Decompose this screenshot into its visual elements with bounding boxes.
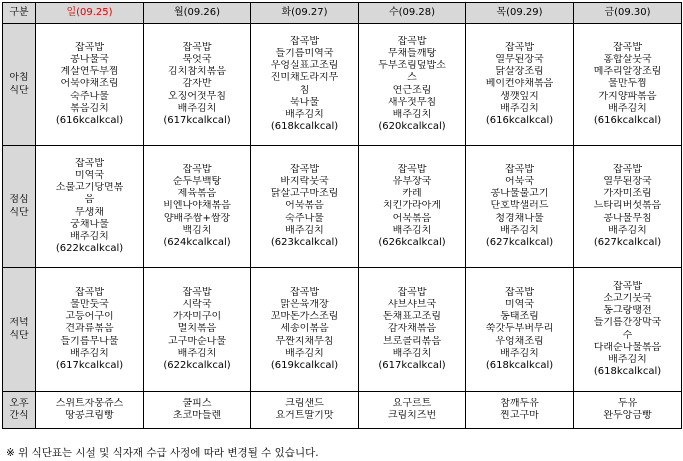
menu-item: 어묵볶음 xyxy=(392,212,432,224)
row-label-line: 오후 xyxy=(9,397,29,409)
menu-item: 감자반 xyxy=(182,78,212,90)
menu-item: 청경채나물 xyxy=(495,212,544,224)
menu-item: (622kcalkcal) xyxy=(55,243,124,255)
menu-item: 가자미조림 xyxy=(603,188,652,200)
menu-cell xyxy=(574,146,682,268)
menu-item: 크림치즈번 xyxy=(387,410,437,421)
menu-cell xyxy=(251,24,359,146)
menu-item: 열무된장국 xyxy=(495,53,544,65)
row-label-snack xyxy=(3,392,36,429)
menu-item: 콩나물국 xyxy=(70,53,109,65)
menu-cell xyxy=(144,24,251,146)
menu-item: 동그랑땡전 xyxy=(603,305,652,317)
menu-item: 배추김치 xyxy=(285,108,324,120)
menu-item: 미역국 xyxy=(505,298,534,310)
menu-item: 배추김치 xyxy=(500,102,539,114)
menu-item: 크림샌드 xyxy=(285,397,324,409)
row-label-breakfast xyxy=(3,24,36,146)
menu-row-dinner xyxy=(3,268,682,392)
menu-item: 감자채볶음 xyxy=(387,323,437,335)
menu-item: 배추김치 xyxy=(392,108,432,120)
header-day-tuesday: 화(09.27) xyxy=(251,3,359,24)
menu-item: 미역국 xyxy=(75,169,104,181)
menu-item: 잡곡밥 xyxy=(505,41,534,53)
row-label-line: 아침 xyxy=(9,72,29,84)
menu-item: 소불고기당면볶 xyxy=(55,182,124,194)
menu-cell xyxy=(574,392,682,429)
menu-item: (616kcalkcal) xyxy=(55,115,124,126)
menu-item: 세송이볶음 xyxy=(280,323,329,335)
menu-item: 콩나물불고기 xyxy=(490,188,549,200)
menu-item: 스위트자몽쥬스 xyxy=(55,397,124,409)
menu-item: 들기름무나물 xyxy=(60,335,119,347)
menu-cell xyxy=(251,392,359,429)
menu-item: 잡곡밥 xyxy=(397,163,427,175)
menu-cell xyxy=(574,24,682,146)
menu-item: (616kcalkcal) xyxy=(485,115,554,126)
menu-item: 잡곡밥 xyxy=(505,286,534,298)
menu-cell xyxy=(466,268,574,392)
menu-item: 수 xyxy=(622,329,633,341)
menu-item: (627kcalkcal) xyxy=(485,237,554,248)
menu-item: 소고기뭇국 xyxy=(603,292,652,304)
menu-item: (624kcalkcal) xyxy=(163,237,231,248)
menu-item: 물만두찜 xyxy=(608,78,647,90)
header-day-wednesday: 수(09.28) xyxy=(359,3,466,24)
menu-item: (622kcalkcal) xyxy=(163,360,231,371)
menu-item: 홍합살뭇국 xyxy=(603,53,652,65)
menu-item: (623kcalkcal) xyxy=(270,237,339,248)
row-label-lunch xyxy=(3,146,36,268)
menu-cell xyxy=(574,268,682,392)
menu-item: 메추리알장조림 xyxy=(593,66,662,78)
menu-item: (618kcalkcal) xyxy=(485,360,554,371)
menu-item: 잡곡밥 xyxy=(397,35,427,47)
menu-cell xyxy=(359,24,466,146)
menu-item: 침 xyxy=(299,84,310,96)
menu-item: 잡곡밥 xyxy=(75,41,104,53)
menu-item: 어묵야채조림 xyxy=(60,78,119,90)
menu-item: 단호박샐러드 xyxy=(490,200,549,212)
menu-cell xyxy=(359,146,466,268)
menu-item: 잡곡밥 xyxy=(397,286,427,298)
menu-item: 무짠지채무침 xyxy=(275,335,334,347)
menu-item: 바지락뭇국 xyxy=(280,175,329,187)
menu-item: 볶음김치 xyxy=(70,102,109,114)
menu-item: 완두앙금빵 xyxy=(603,410,652,421)
menu-item: 어묵국 xyxy=(505,175,534,187)
menu-item: (616kcalkcal) xyxy=(593,115,662,126)
menu-item: 어묵볶음 xyxy=(285,200,324,212)
menu-item: 잡곡밥 xyxy=(182,41,212,53)
menu-item: 배추김치 xyxy=(392,347,432,359)
menu-item: 맑은육개장 xyxy=(280,298,329,310)
menu-item: 잡곡밥 xyxy=(613,163,642,175)
menu-item: 콩나물무침 xyxy=(603,212,652,224)
menu-cell xyxy=(359,392,466,429)
menu-row-breakfast xyxy=(3,24,682,146)
menu-item: 가지양파볶음 xyxy=(598,90,657,102)
menu-item: 들기름간장막국 xyxy=(593,317,662,329)
menu-item: (618kcalkcal) xyxy=(270,121,339,133)
menu-cell xyxy=(36,268,144,392)
row-label-line: 식단 xyxy=(9,206,29,218)
menu-item: 느타리버섯볶음 xyxy=(593,200,662,212)
menu-cell xyxy=(466,24,574,146)
menu-item: 배추김치 xyxy=(70,230,109,242)
menu-item: (617kcalkcal) xyxy=(163,115,231,126)
header-day-thursday: 목(09.29) xyxy=(466,3,574,24)
menu-item: 백김치 xyxy=(182,224,212,236)
menu-item: 배추김치 xyxy=(608,224,647,236)
header-day-monday: 월(09.26) xyxy=(144,3,251,24)
menu-item: 유부장국 xyxy=(392,175,432,187)
menu-item: 김치참치볶음 xyxy=(168,66,226,78)
menu-item: 새우젓무침 xyxy=(387,96,437,108)
menu-item: 배추김치 xyxy=(177,347,217,359)
footnote: ※ 위 식단표는 시설 및 식자재 수급 사정에 따라 변경될 수 있습니다. xyxy=(6,447,319,459)
menu-cell xyxy=(251,268,359,392)
menu-item: 궁채나물 xyxy=(70,218,109,230)
menu-item: 잡곡밥 xyxy=(290,286,319,298)
menu-item: 잡곡밥 xyxy=(290,163,319,175)
meal-plan-table xyxy=(2,2,682,429)
menu-item: 배추김치 xyxy=(608,102,647,114)
menu-item: 배추김치 xyxy=(500,347,539,359)
menu-item: 브로콜리볶음 xyxy=(383,335,441,347)
header-corner: 구분 xyxy=(3,3,36,24)
menu-item: 초코마들렌 xyxy=(172,410,222,421)
menu-cell xyxy=(36,146,144,268)
menu-item: 배추김치 xyxy=(285,224,324,236)
menu-item: (617kcalkcal) xyxy=(378,360,446,371)
menu-item: (619kcalkcal) xyxy=(270,360,339,371)
menu-item: 카레 xyxy=(402,188,422,200)
menu-cell xyxy=(144,392,251,429)
menu-item: 잡곡밥 xyxy=(182,286,212,298)
menu-item: 무채들깨탕 xyxy=(387,47,437,59)
row-label-line: 점심 xyxy=(9,194,29,206)
menu-item: 제육볶음 xyxy=(177,188,217,200)
menu-item: 치킨가라아게 xyxy=(383,200,441,212)
menu-item: 땅콩크림빵 xyxy=(65,410,114,421)
menu-item: 스 xyxy=(407,72,417,84)
menu-cell xyxy=(466,392,574,429)
menu-item: 꼬마돈가스조림 xyxy=(270,311,339,323)
menu-item: 다래순나물볶음 xyxy=(593,341,662,353)
header-day-sunday: 일(09.25) xyxy=(36,3,144,24)
menu-item: 두유 xyxy=(617,397,638,409)
menu-item: 묵나물 xyxy=(290,96,319,108)
menu-item: 음 xyxy=(84,194,95,206)
menu-item: (617kcalkcal) xyxy=(55,360,124,371)
menu-item: 계살연두부찜 xyxy=(60,66,119,78)
menu-item: 연근조림 xyxy=(392,84,432,96)
menu-item: 열무된장국 xyxy=(603,175,652,187)
menu-item: 무생채 xyxy=(75,206,104,218)
menu-cell xyxy=(144,146,251,268)
menu-item: 베이컨야채볶음 xyxy=(485,78,554,90)
menu-item: 배추김치 xyxy=(177,102,217,114)
menu-row-snack xyxy=(3,392,682,429)
row-label-dinner xyxy=(3,268,36,392)
menu-item: 요구르트 xyxy=(392,397,432,409)
menu-cell xyxy=(251,146,359,268)
menu-item: 배추김치 xyxy=(500,224,539,236)
menu-item: 가자미구이 xyxy=(172,311,222,323)
row-label-line: 식단 xyxy=(9,84,29,96)
menu-item: 배추김치 xyxy=(392,224,432,236)
menu-item: 배추김치 xyxy=(285,347,324,359)
menu-item: 숙주나물 xyxy=(285,212,324,224)
menu-row-lunch xyxy=(3,146,682,268)
row-label-line: 간식 xyxy=(9,410,29,421)
menu-cell xyxy=(466,146,574,268)
header-day-friday: 금(09.30) xyxy=(574,3,682,24)
menu-item: 잡곡밥 xyxy=(290,35,319,47)
menu-item: 숙주나물 xyxy=(70,90,109,102)
menu-item: 두부조림덮밥소 xyxy=(378,60,446,72)
row-label-line: 식단 xyxy=(9,329,29,341)
menu-item: 북엇국 xyxy=(182,53,212,65)
menu-item: 쿨피스 xyxy=(182,397,212,409)
menu-item: 잡곡밥 xyxy=(75,157,104,169)
menu-item: 고등어구이 xyxy=(65,311,114,323)
menu-item: 샤브샤브국 xyxy=(387,298,437,310)
menu-item: 동태조림 xyxy=(500,311,539,323)
menu-item: 잡곡밥 xyxy=(75,286,104,298)
menu-item: 오징어젓무침 xyxy=(168,90,226,102)
menu-item: 배추김치 xyxy=(608,353,647,365)
menu-item: 고구마순나물 xyxy=(168,335,226,347)
menu-item: 물만둣국 xyxy=(70,298,109,310)
row-label-line: 저녁 xyxy=(9,317,29,329)
menu-item: 돈채표고조림 xyxy=(383,311,441,323)
menu-cell xyxy=(36,24,144,146)
menu-item: 요거트딸기맛 xyxy=(275,410,334,421)
menu-item: 잡곡밥 xyxy=(505,163,534,175)
menu-item: 멸치볶음 xyxy=(177,323,217,335)
menu-item: 비엔나야채볶음 xyxy=(163,200,231,212)
menu-item: (620kcalkcal) xyxy=(378,121,446,133)
menu-item: 잡곡밥 xyxy=(613,41,642,53)
menu-item: (626kcalkcal) xyxy=(378,237,446,248)
menu-item: 순두부백탕 xyxy=(172,175,222,187)
menu-item: 견과류볶음 xyxy=(65,323,114,335)
menu-item: 닭살고구마조림 xyxy=(270,188,339,200)
menu-item: 찐고구마 xyxy=(500,410,539,421)
menu-item: 참깨두유 xyxy=(500,397,539,409)
menu-item: 들기름미역국 xyxy=(275,47,334,59)
menu-item: (627kcalkcal) xyxy=(593,237,662,248)
menu-item: 잡곡밥 xyxy=(182,163,212,175)
menu-item: 우엉채조림 xyxy=(495,335,544,347)
menu-item: (618kcalkcal) xyxy=(593,366,662,378)
menu-item: 닭살장조림 xyxy=(495,66,544,78)
menu-item: 배추김치 xyxy=(70,347,109,359)
menu-item: 양배추쌈+쌈장 xyxy=(163,212,231,224)
menu-cell xyxy=(359,268,466,392)
menu-item: 진미채도라지무 xyxy=(270,72,339,84)
header-row xyxy=(3,3,682,24)
menu-item: 우엉실표고조림 xyxy=(270,60,339,72)
menu-item: 생깻잎지 xyxy=(500,90,539,102)
menu-cell xyxy=(144,268,251,392)
menu-item: 잡곡밥 xyxy=(613,280,642,292)
menu-item: 시락국 xyxy=(182,298,212,310)
menu-cell xyxy=(36,392,144,429)
menu-item: 쑥갓두부버무리 xyxy=(485,323,554,335)
